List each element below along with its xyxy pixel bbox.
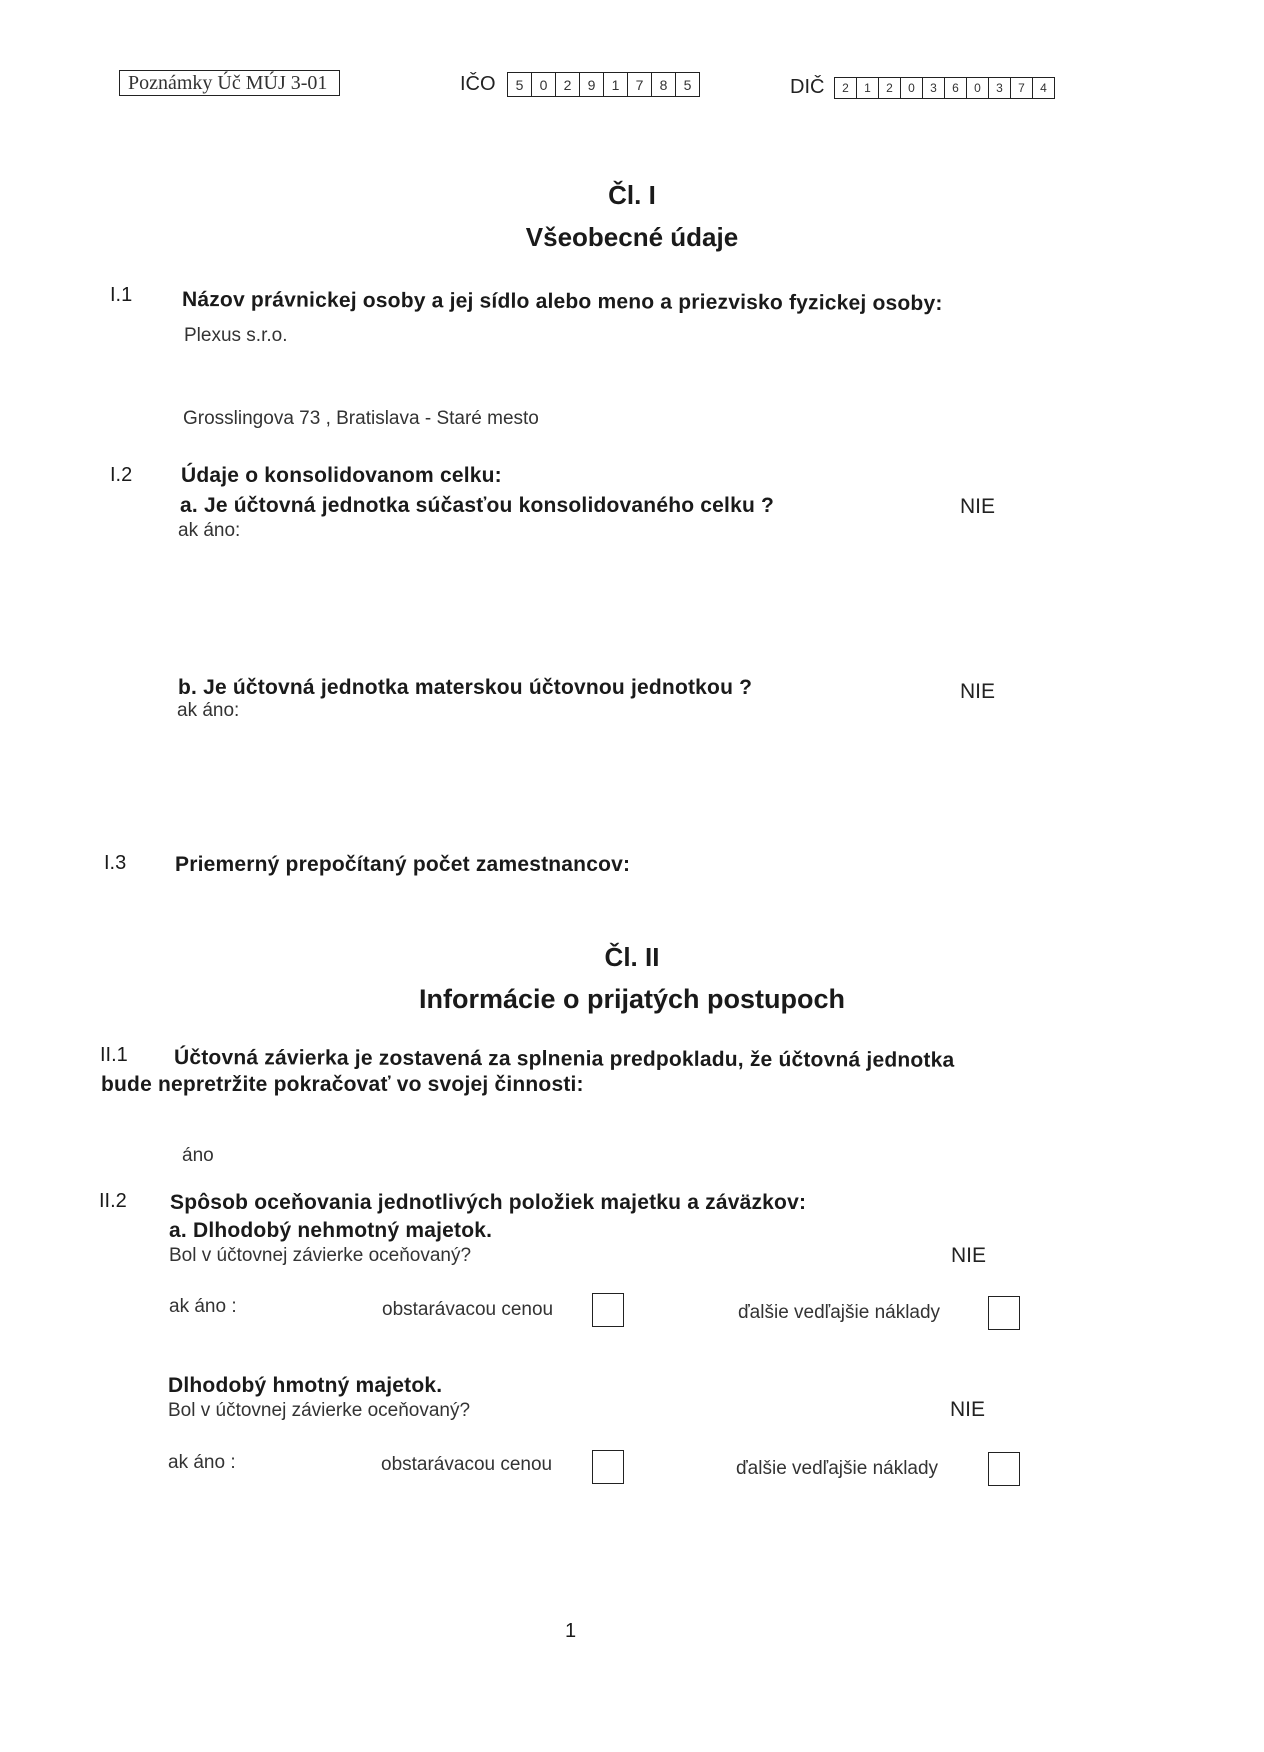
ico-digit: 7 (628, 73, 652, 96)
intangible-acquisition-cost-label: obstarávacou cenou (382, 1299, 554, 1320)
intangible-additional-costs-checkbox[interactable] (988, 1296, 1020, 1330)
ii2-question: Spôsob oceňovania jednotlivých položiek majetku a záväzkov: (170, 1191, 807, 1214)
ico-digit: 5 (683, 76, 692, 93)
company-address: Grosslingova 73 , Bratislava - Staré mesto (183, 408, 539, 429)
ico-digit: 1 (604, 73, 628, 96)
ico-digit: 5 (508, 73, 532, 96)
tangible-additional-costs-checkbox[interactable] (988, 1452, 1020, 1486)
intangible-assets-question: Bol v účtovnej závierke oceňovaný? (169, 1245, 472, 1266)
i3-number: I.3 (104, 852, 127, 874)
i1-number: I.1 (110, 284, 133, 306)
tangible-assets-title: Dlhodobý hmotný majetok. (168, 1374, 443, 1397)
intangible-acquisition-cost-checkbox[interactable] (592, 1293, 624, 1327)
i3-question: Priemerný prepočítaný počet zamestnancov: (175, 853, 631, 876)
ii1-answer: áno (182, 1145, 214, 1166)
ico-label: IČO (460, 73, 496, 95)
ii1-number: II.1 (100, 1044, 128, 1066)
dic-digit: 6 (945, 78, 967, 98)
ico-digit: 2 (556, 73, 580, 96)
ico-digit: 8 (652, 73, 676, 96)
i2b-if-yes: ak áno: (177, 700, 240, 721)
i2a-question: a. Je účtovná jednotka súčasťou konsolidovaného celku ? (180, 494, 775, 517)
i2-question: Údaje o konsolidovanom celku: (181, 464, 502, 487)
tangible-acquisition-cost-checkbox[interactable] (592, 1450, 624, 1484)
dic-digit: 2 (835, 78, 857, 98)
dic-digit: 1 (857, 78, 879, 98)
ii1-question-line2: bude nepretržite pokračovať vo svojej činnosti: (101, 1073, 584, 1096)
ico-digit: 0 (532, 73, 556, 96)
i2b-answer: NIE (960, 680, 996, 703)
ii1-question-line1: Účtovná závierka je zostavená za splnenia predpokladu, že účtovná jednotka (173, 1046, 955, 1072)
tangible-if-yes: ak áno : (168, 1452, 236, 1473)
section2-title: Informácie o prijatých postupoch (418, 984, 846, 1014)
tangible-acquisition-cost-label: obstarávacou cenou (381, 1454, 553, 1475)
ico-boxes (507, 72, 700, 97)
i2-number: I.2 (110, 464, 133, 486)
page-number: 1 (565, 1620, 577, 1642)
intangible-assets-title: a. Dlhodobý nehmotný majetok. (169, 1219, 493, 1242)
section1-title: Všeobecné údaje (525, 222, 739, 252)
intangible-assets-answer: NIE (951, 1244, 987, 1267)
dic-digit: 7 (1011, 78, 1033, 98)
section2-number: Čl. II (604, 942, 660, 972)
dic-digit: 4 (1040, 81, 1047, 95)
intangible-if-yes: ak áno : (169, 1296, 237, 1317)
section1-number: Čl. I (608, 180, 656, 210)
company-name: Plexus s.r.o. (184, 325, 288, 346)
dic-digit: 2 (879, 78, 901, 98)
i2b-question: b. Je účtovná jednotka materskou účtovnou jednotkou ? (178, 676, 753, 699)
ico-digit: 9 (580, 73, 604, 96)
tangible-assets-answer: NIE (950, 1398, 986, 1421)
dic-digit: 0 (901, 78, 923, 98)
tangible-additional-costs-label: ďalšie vedľajšie náklady (736, 1458, 939, 1479)
dic-digit: 0 (967, 78, 989, 98)
ii2-number: II.2 (99, 1190, 127, 1212)
i2a-if-yes: ak áno: (178, 520, 241, 541)
dic-digit: 3 (989, 78, 1011, 98)
form-code: Poznámky Úč MÚJ 3-01 (119, 70, 340, 96)
dic-digit: 3 (923, 78, 945, 98)
i1-question: Názov právnickej osoby a jej sídlo alebo meno a priezvisko fyzickej osoby: (181, 288, 943, 315)
dic-boxes (834, 77, 1055, 99)
intangible-additional-costs-label: ďalšie vedľajšie náklady (738, 1302, 941, 1323)
dic-label: DIČ (790, 76, 825, 98)
i2a-answer: NIE (960, 495, 996, 518)
tangible-assets-question: Bol v účtovnej závierke oceňovaný? (168, 1400, 471, 1421)
